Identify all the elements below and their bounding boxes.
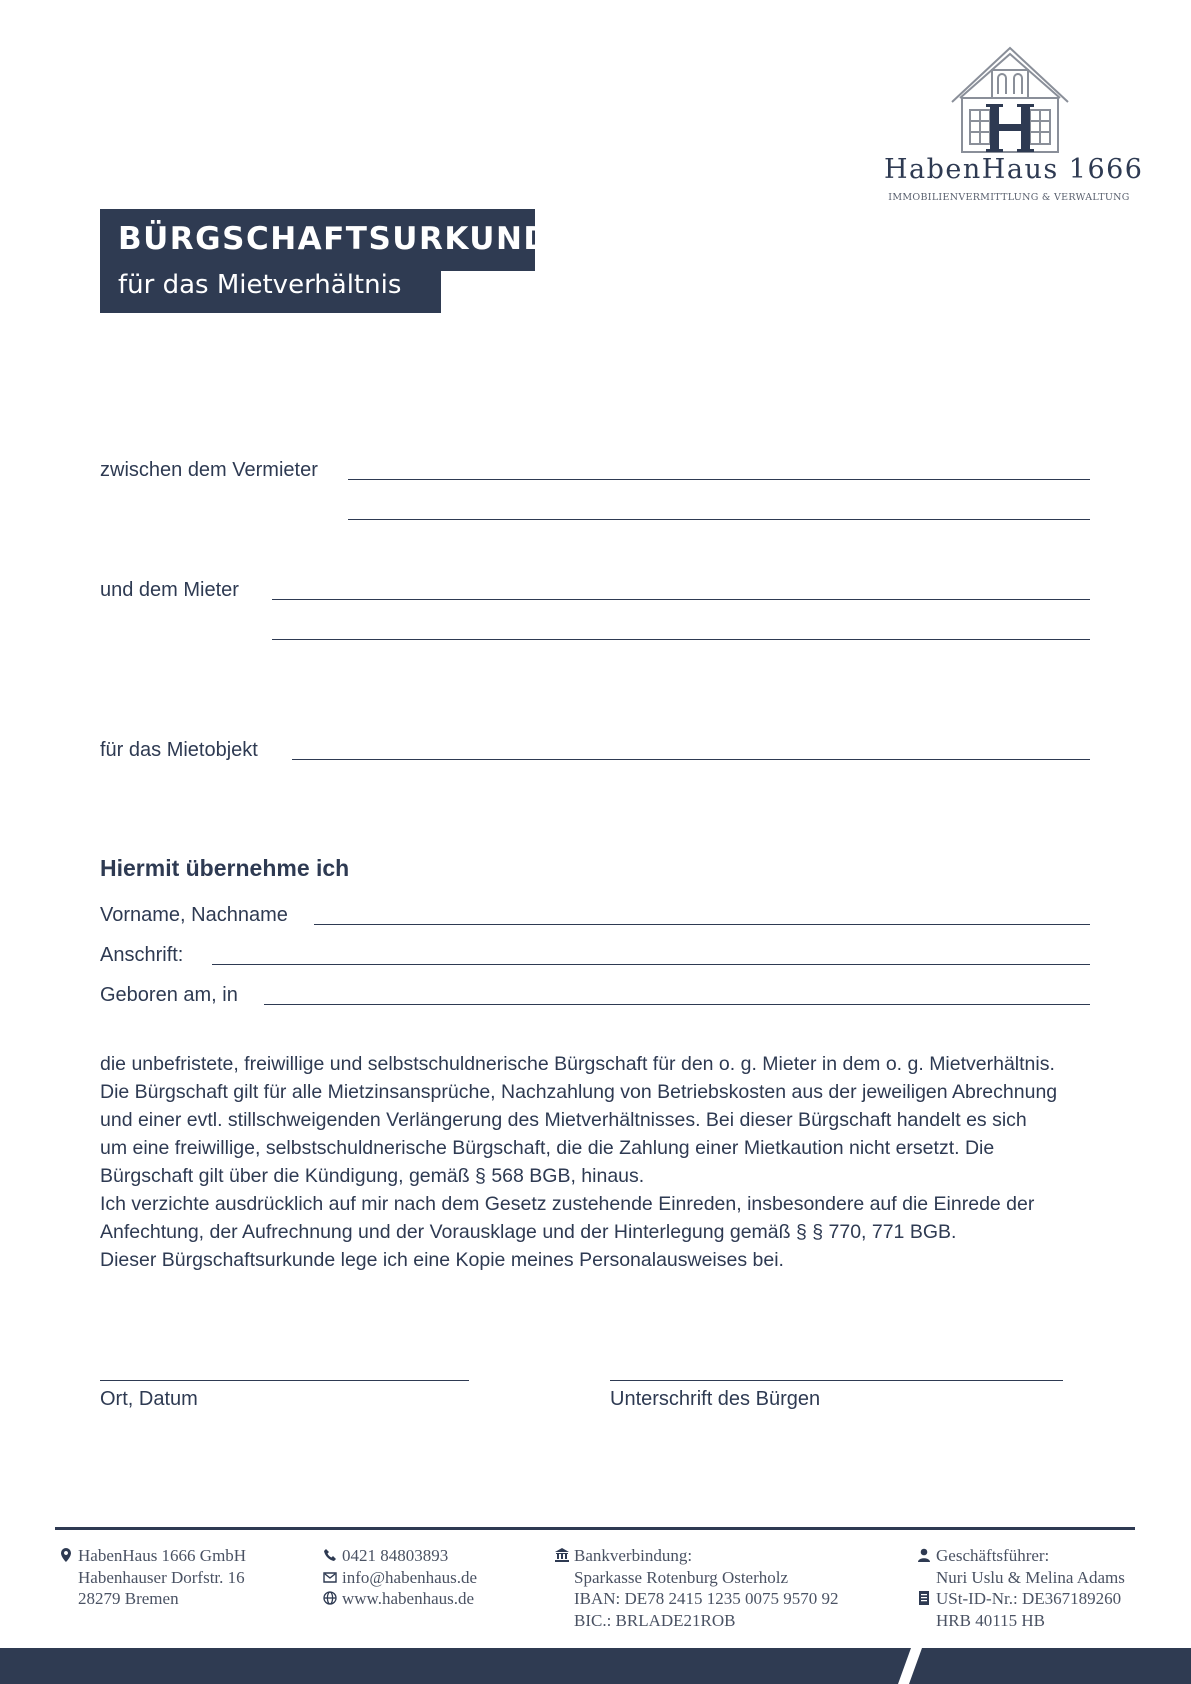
landlord-line-2[interactable] (348, 519, 1090, 520)
house-logo-icon (950, 44, 1070, 154)
body-line: Die Bürgschaft gilt für alle Mietzinsansprüche, Nachzahlung von Betriebskosten aus der jeweiligen Abrechnung (100, 1081, 1058, 1103)
footer-address (78, 1545, 246, 1610)
footer-management-names: Nuri Uslu & Melina Adams (936, 1567, 1125, 1587)
footer-vat-id: USt-ID-Nr.: DE367189260 (936, 1589, 1122, 1608)
body-line: Anfechtung, der Aufrechnung und der Vorausklage und der Hinterlegung gemäß § § 770, 771 BGB. (100, 1221, 957, 1243)
property-line[interactable] (292, 759, 1090, 760)
footer-bottom-bar (0, 1648, 1191, 1684)
signature-label: Unterschrift des Bürgen (610, 1388, 821, 1410)
tenant-label: und dem Mieter (100, 579, 239, 601)
guarantee-body-text (100, 1050, 1100, 1274)
location-pin-icon (59, 1548, 73, 1562)
footer-city: 28279 Bremen (78, 1589, 179, 1608)
person-icon (917, 1548, 931, 1562)
guarantor-address-line[interactable] (212, 964, 1090, 965)
body-line: die unbefristete, freiwillige und selbstschuldnerische Bürgschaft für den o. g. Mieter in dem o. g. Mietverhältnis. (100, 1053, 1055, 1075)
footer-bank (574, 1545, 838, 1631)
guarantor-address-label: Anschrift: (100, 944, 184, 966)
footer-bic: BIC.: BRLADE21ROB (574, 1610, 736, 1630)
bank-icon (555, 1548, 569, 1562)
footer-bank-name: Sparkasse Rotenburg Osterholz (574, 1567, 789, 1587)
document-subtitle: für das Mietverhältnis (100, 270, 441, 313)
tenant-line-1[interactable] (272, 599, 1090, 600)
footer-management-label: Geschäftsführer: (936, 1546, 1050, 1565)
signature-line[interactable] (610, 1380, 1063, 1381)
phone-icon (323, 1548, 337, 1562)
footer-email[interactable]: info@habenhaus.de (342, 1567, 478, 1587)
landlord-label: zwischen dem Vermieter (100, 459, 318, 481)
footer-management (936, 1545, 1125, 1631)
guarantor-birth-line[interactable] (264, 1004, 1090, 1005)
mail-icon (323, 1570, 337, 1584)
footer-website[interactable]: www.habenhaus.de (342, 1589, 475, 1608)
footer-street: Habenhauser Dorfstr. 16 (78, 1567, 245, 1587)
footer-iban: IBAN: DE78 2415 1235 0075 9570 92 (574, 1589, 839, 1608)
landlord-line-1[interactable] (348, 479, 1090, 480)
guarantor-name-label: Vorname, Nachname (100, 904, 288, 926)
body-line: Dieser Bürgschaftsurkunde lege ich eine Kopie meines Personalausweises bei. (100, 1249, 784, 1271)
footer-bank-label: Bankverbindung: (574, 1546, 693, 1565)
company-logo (884, 40, 1144, 210)
body-line: Ich verzichte ausdrücklich auf mir nach dem Gesetz zustehende Einreden, insbesondere auf die Einrede der (100, 1193, 1035, 1215)
document-icon (917, 1591, 931, 1605)
logo-brand-name: HabenHaus 1666 (884, 154, 1144, 185)
guarantor-birth-label: Geboren am, in (100, 984, 238, 1006)
globe-icon (323, 1591, 337, 1605)
logo-tagline: IMMOBILIENVERMITTLUNG & VERWALTUNG (888, 192, 1130, 203)
guarantor-name-line[interactable] (314, 924, 1090, 925)
tenant-line-2[interactable] (272, 639, 1090, 640)
body-line: um eine freiwillige, selbstschuldnerische Bürgschaft, die die Zahlung einer Mietkaution nicht ersetzt. Die (100, 1137, 995, 1159)
property-label: für das Mietobjekt (100, 739, 258, 761)
guarantor-heading: Hiermit übernehme ich (100, 855, 350, 881)
footer-hrb: HRB 40115 HB (936, 1610, 1045, 1630)
body-line: Bürgschaft gilt über die Kündigung, gemäß § 568 BGB, hinaus. (100, 1165, 645, 1187)
footer-contact (342, 1545, 477, 1610)
document-title: BÜRGSCHAFTSURKUNDE (100, 209, 535, 271)
place-date-line[interactable] (100, 1380, 469, 1381)
body-line: und einer evtl. stillschweigenden Verlängerung des Mietverhältnisses. Bei dieser Bürgschaft handelt es sich (100, 1109, 1027, 1131)
footer-phone[interactable]: 0421 84803893 (342, 1546, 449, 1565)
place-date-label: Ort, Datum (100, 1388, 198, 1410)
footer-divider (55, 1527, 1135, 1530)
footer-company-name: HabenHaus 1666 GmbH (78, 1546, 247, 1565)
